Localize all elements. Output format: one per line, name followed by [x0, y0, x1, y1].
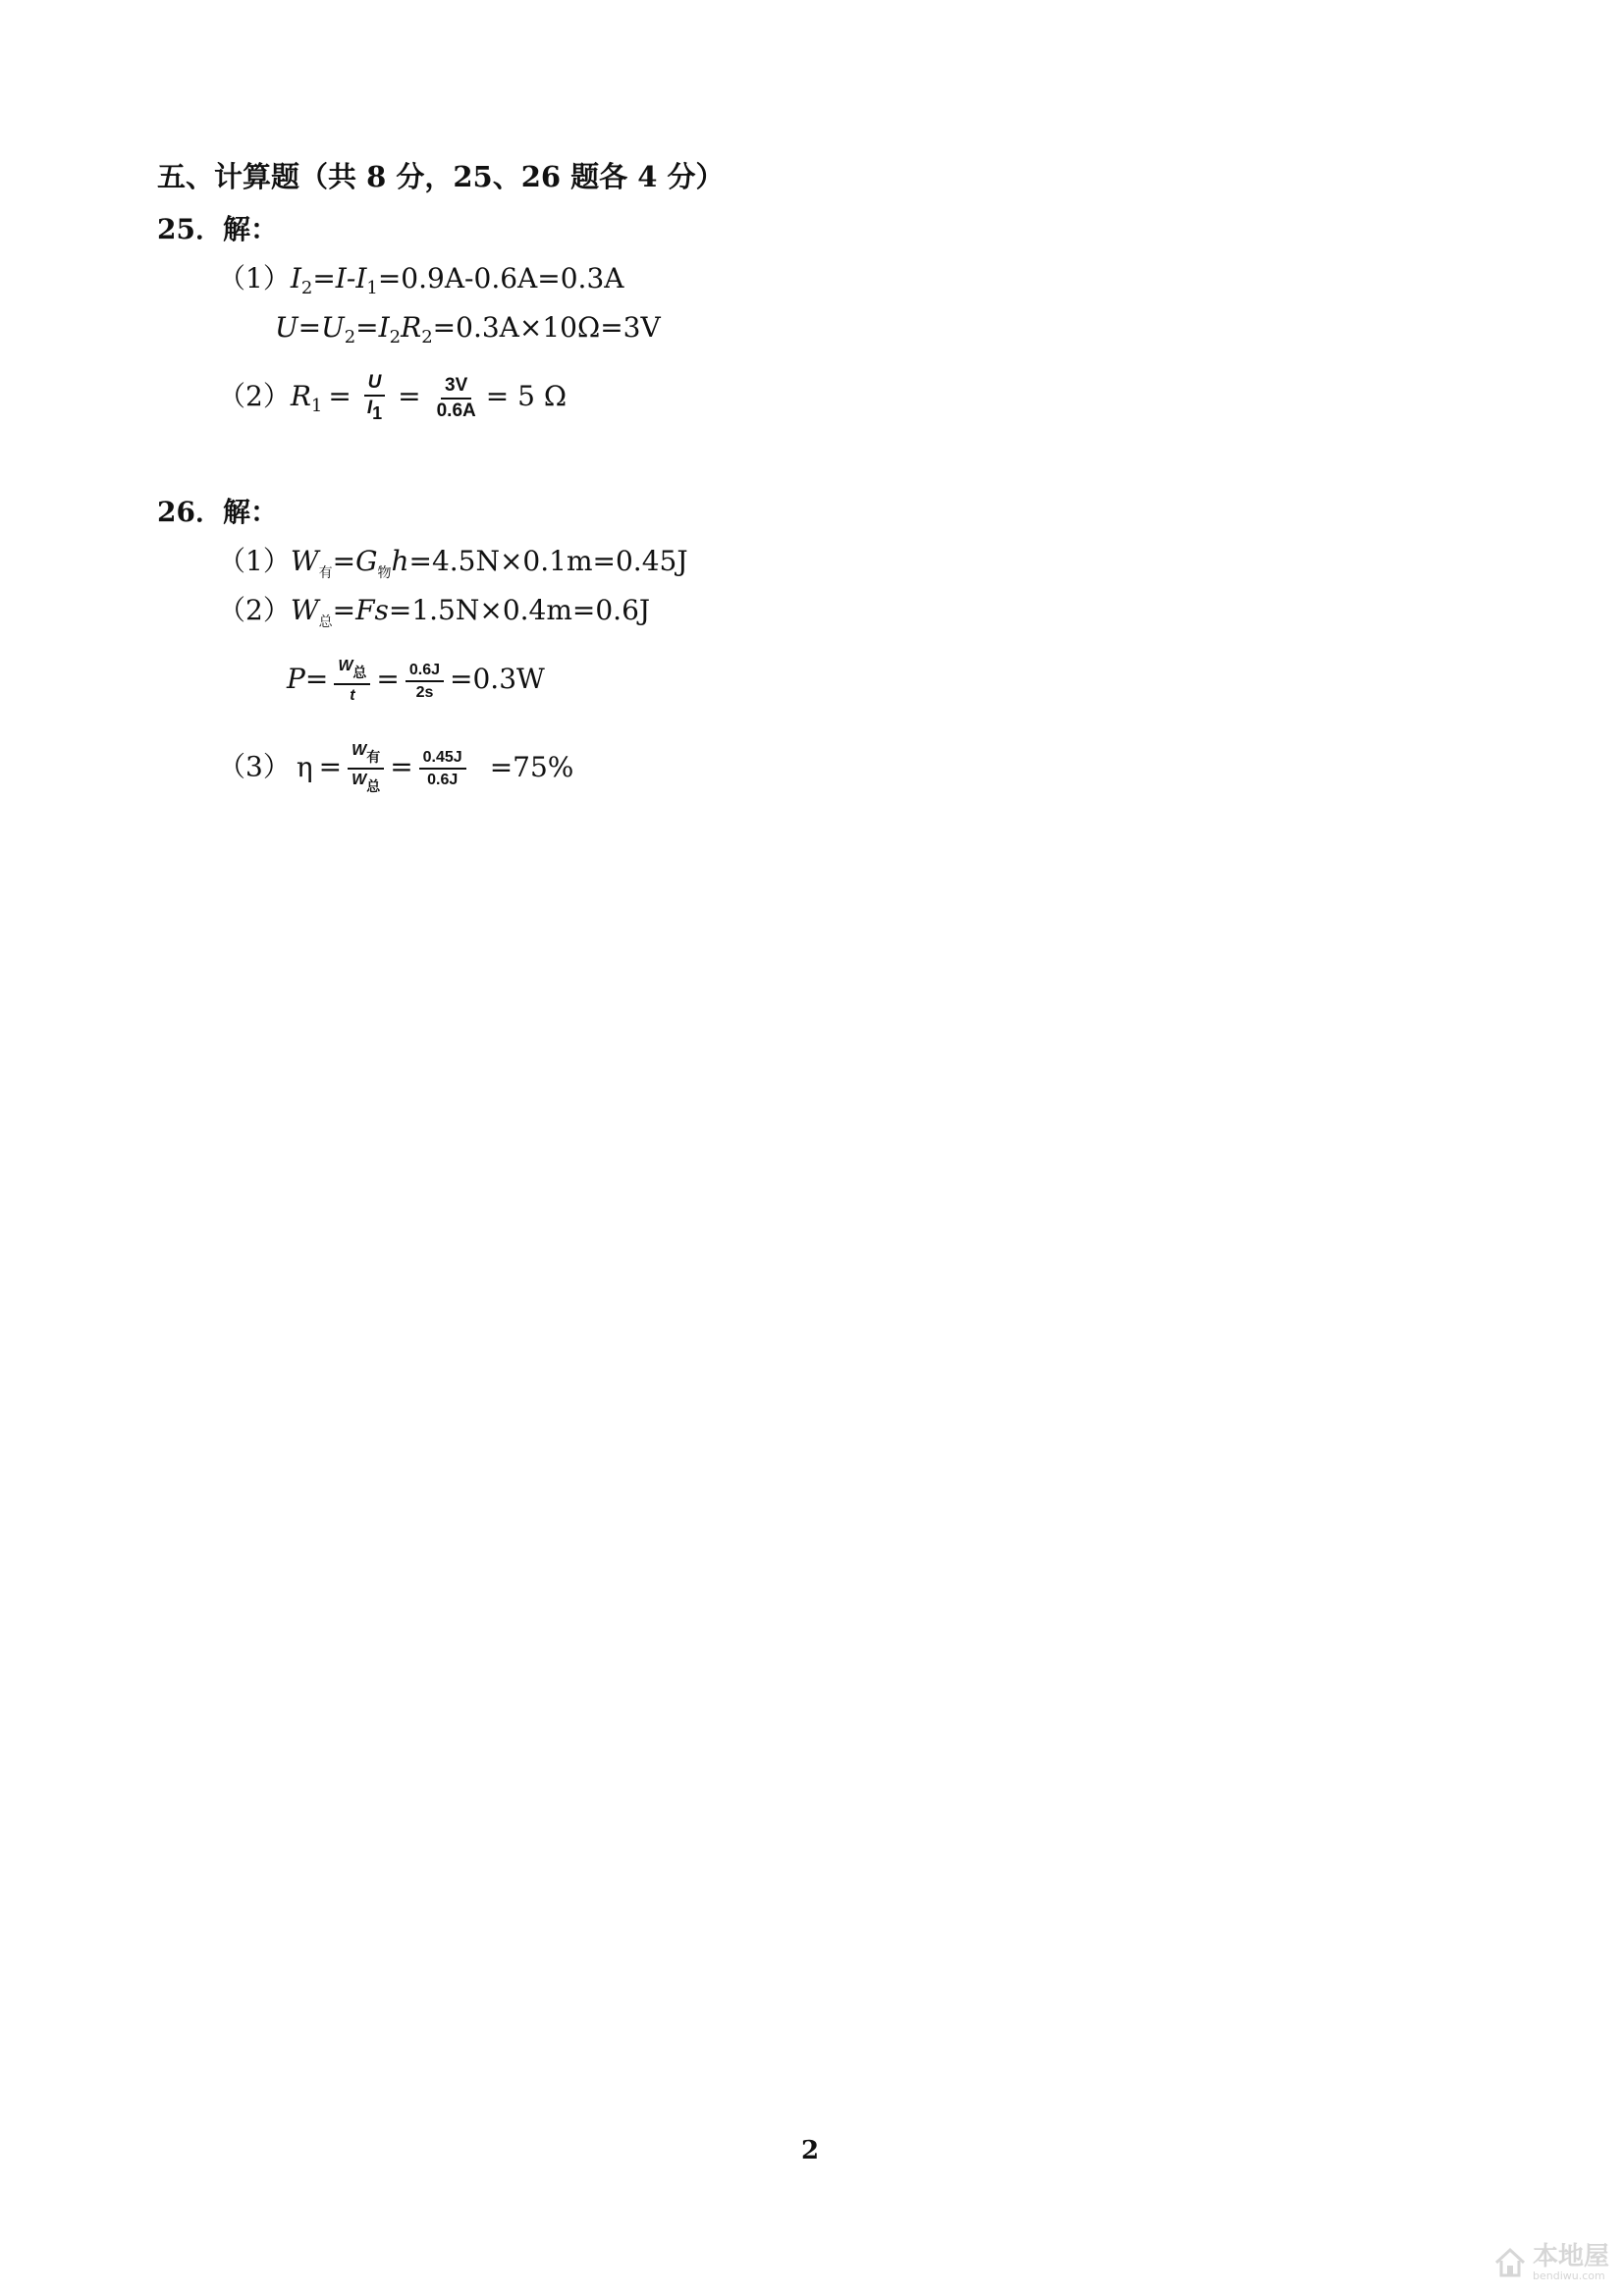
q26-part3: （3） η = $\frac{\text{W有}}{\text{W总}}$ = $\frac{0.45J}{0.6J}$ =75%	[218, 740, 573, 797]
fraction-0.45j-over-0.6j: $\frac{0.45J}{0.6J}$	[419, 747, 466, 790]
q26-power: P= $\frac{\text{W总}}{t}$ = $\frac{0.6J}{2s}$ =0.3W	[287, 658, 545, 704]
question-26-label: 26．解：	[157, 496, 278, 528]
page-number: 2	[801, 2136, 820, 2165]
watermark-url: bendiwu.com	[1532, 2269, 1605, 2282]
fraction-u-over-i1: $\frac{U}{I1}$	[363, 371, 386, 425]
fraction-w-useful-over-w-total: $\frac{\text{W有}}{\text{W总}}$	[348, 740, 384, 797]
fraction-3v-over-0.6a: $\frac{3V}{0.6A}$	[436, 374, 476, 421]
fraction-0.6j-over-2s: $\frac{0.6J}{2s}$	[406, 660, 444, 703]
house-icon	[1493, 2246, 1527, 2279]
q26-part1: $(1)W_有=G_物h=4.5N\times 0.1m=0.45J$	[218, 545, 688, 581]
watermark-name: 本地屋	[1532, 2242, 1609, 2271]
section-title: 五、计算题（共 8 分，25、26 题各 4 分）	[157, 160, 725, 193]
q25-part2: $(2)R_1$ = $\frac{U}{I1}$ = $\frac{3V}{0.6A}$ = 5 Ω	[218, 372, 568, 423]
q25-part1-line1: $(1)I_2=I-I_1=0.9A-0.6A=0.3A$	[218, 262, 624, 298]
question-25-label: 25．解：	[157, 213, 278, 245]
watermark	[1493, 2243, 1609, 2282]
fraction-w-total-over-t: $\frac{\text{W总}}{t}$	[334, 656, 370, 706]
q25-part1-line2: $U=U_2=I_2R_2=0.3A\times 10\Omega=3V$	[275, 311, 661, 347]
q26-part2: $(2)W_总=Fs=1.5N\times 0.4m=0.6J$	[218, 594, 651, 630]
